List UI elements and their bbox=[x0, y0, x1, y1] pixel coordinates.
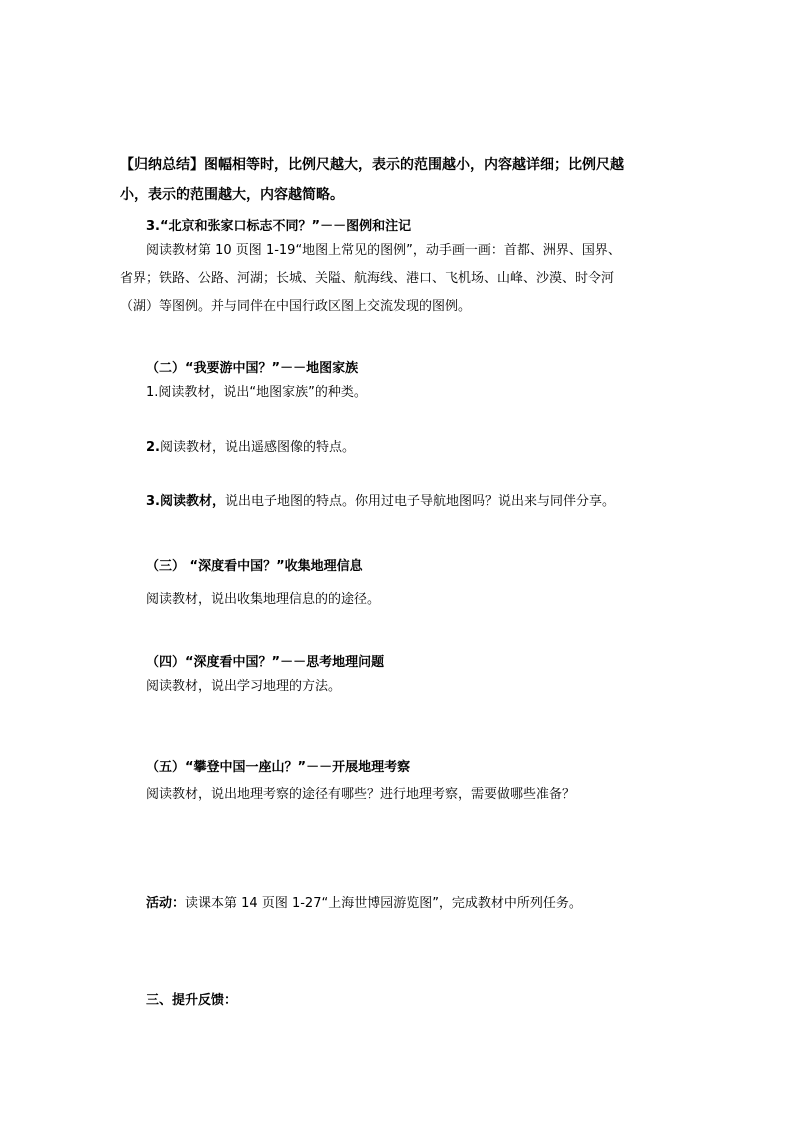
summary-line-2: 小，表示的范围越大，内容越简略。 bbox=[120, 187, 344, 203]
section3-heading: 3.“北京和张家口标志不同？”－－图例和注记 bbox=[146, 219, 412, 234]
activity-label: 活动： bbox=[146, 896, 186, 911]
part2-question-2-text: 阅读教材，说出遥感图像的特点。 bbox=[159, 440, 355, 455]
summary-label: 【归纳总结】 bbox=[120, 157, 204, 173]
part-three-heading: 三、提升反馈： bbox=[146, 993, 238, 1008]
part2-question-1: 1.阅读教材，说出“地图家族”的种类。 bbox=[146, 385, 367, 400]
activity-text: 读课本第 14 页图 1-27“上海世博园游览图”，完成教材中所列任务。 bbox=[185, 896, 582, 911]
part2-question-3-lead: 3.阅读教材， bbox=[146, 494, 225, 509]
section3-para-1: 阅读教材第 10 页图 1-19“地图上常见的图例”，动手画一画：首都、洲界、国界、 bbox=[146, 243, 621, 258]
part5-heading: （五）“攀登中国一座山？”－－开展地理考察 bbox=[146, 760, 411, 775]
part3-heading: （三） “深度看中国？”收集地理信息 bbox=[146, 559, 363, 574]
part2-question-2-number: 2. bbox=[146, 440, 160, 455]
part4-para: 阅读教材，说出学习地理的方法。 bbox=[146, 679, 342, 694]
part3-para: 阅读教材，说出收集地理信息的的途径。 bbox=[146, 592, 381, 607]
section3-para-2: 省界；铁路、公路、河湖；长城、关隘、航海线、港口、飞机场、山峰、沙漠、时令河 bbox=[120, 271, 615, 286]
activity-line bbox=[146, 896, 582, 912]
part2-question-2 bbox=[146, 440, 355, 456]
part5-para: 阅读教材，说出地理考察的途径有哪些？进行地理考察，需要做哪些准备？ bbox=[146, 787, 576, 802]
part2-question-3 bbox=[146, 494, 615, 510]
section3-para-3: （湖）等图例。并与同伴在中国行政区图上交流发现的图例。 bbox=[120, 299, 472, 314]
summary-text-1: 图幅相等时，比例尺越大，表示的范围越小，内容越详细；比例尺越 bbox=[204, 157, 624, 173]
summary-line-1 bbox=[120, 157, 624, 173]
part4-heading: （四）“深度看中国？”－－思考地理问题 bbox=[146, 655, 385, 670]
part2-heading: （二）“我要游中国？”－－地图家族 bbox=[146, 361, 359, 376]
part2-question-3-text: 说出电子地图的特点。你用过电子导航地图吗？说出来与同伴分享。 bbox=[224, 494, 615, 509]
